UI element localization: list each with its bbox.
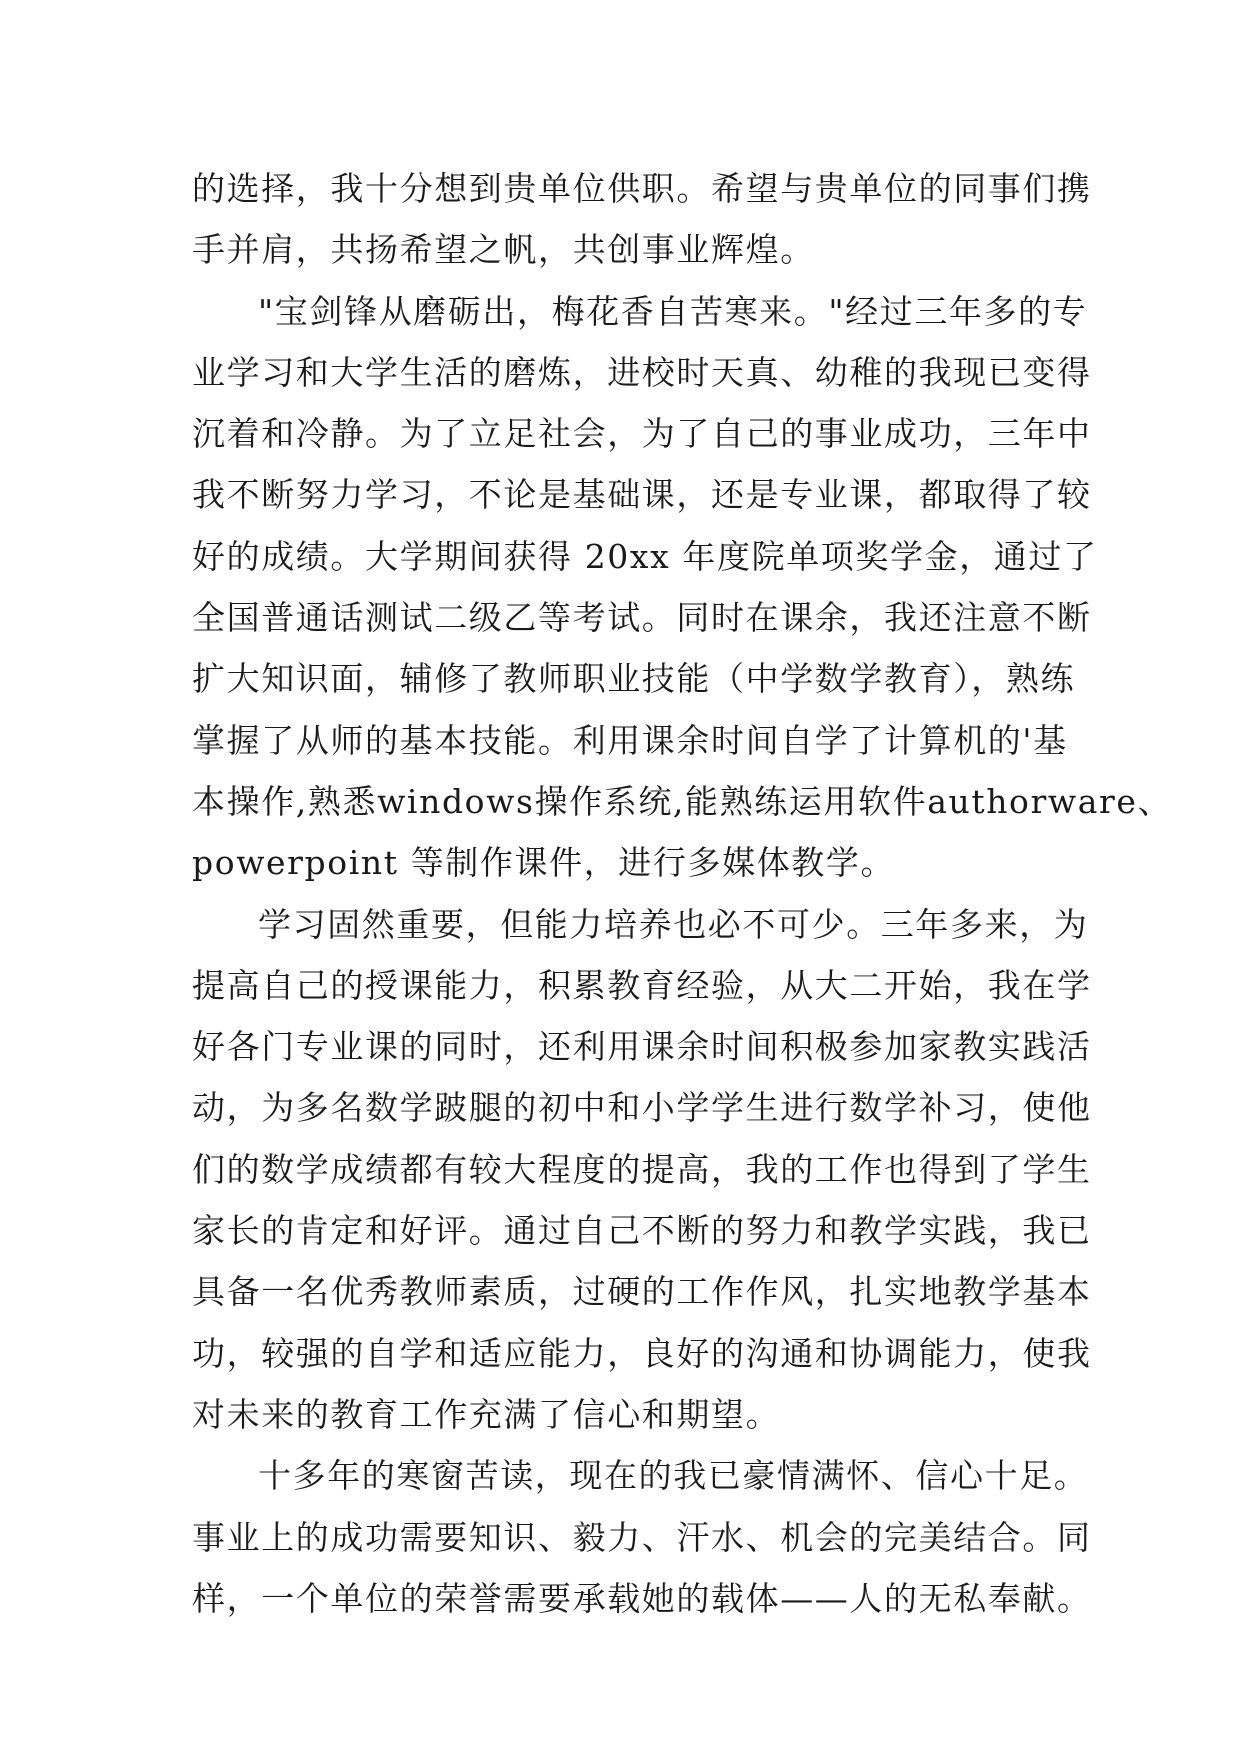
text-line: 掌握了从师的基本技能。利用课余时间自学了计算机的'基 bbox=[192, 720, 1068, 760]
text-line: 好各门专业课的同时，还利用课余时间积极参加家教实践活 bbox=[192, 1027, 1092, 1067]
text-line: 扩大知识面，辅修了教师职业技能（中学数学教育），熟练 bbox=[192, 659, 1076, 699]
text-line: 十多年的寒窗苦读，现在的我已豪情满怀、信心十足。 bbox=[258, 1456, 1089, 1496]
text-line: 动，为多名数学跛腿的初中和小学学生进行数学补习，使他 bbox=[192, 1088, 1092, 1128]
text-line: 事业上的成功需要知识、毅力、汗水、机会的完美结合。同 bbox=[192, 1517, 1092, 1557]
text-line: 功，较强的自学和适应能力，良好的沟通和协调能力，使我 bbox=[192, 1333, 1092, 1373]
text-line: 的选择，我十分想到贵单位供职。希望与贵单位的同事们携 bbox=[192, 169, 1092, 208]
text-line: powerpoint 等制作课件，进行多媒体教学。 bbox=[192, 843, 896, 883]
text-line: 我不断努力学习，不论是基础课，还是专业课，都取得了较 bbox=[192, 475, 1092, 515]
text-line: 家长的肯定和好评。通过自己不断的努力和教学实践，我已 bbox=[192, 1211, 1092, 1251]
text-line: 全国普通话测试二级乙等考试。同时在课余，我还注意不断 bbox=[192, 598, 1092, 638]
text-line: 对未来的教育工作充满了信心和期望。 bbox=[192, 1394, 781, 1434]
text-line: 提高自己的授课能力，积累教育经验，从大二开始，我在学 bbox=[192, 965, 1092, 1005]
text-line: 沉着和冷静。为了立足社会，为了自己的事业成功，三年中 bbox=[192, 414, 1092, 454]
text-line: 本操作,熟悉windows操作系统,能熟练运用软件authorware、 bbox=[192, 781, 1173, 821]
text-line: 好的成绩。大学期间获得 20xx 年度院单项奖学金，通过了 bbox=[192, 536, 1098, 576]
text-line: 具备一名优秀教师素质，过硬的工作作风，扎实地教学基本 bbox=[192, 1272, 1092, 1312]
text-line: 学习固然重要，但能力培养也必不可少。三年多来，为 bbox=[258, 904, 1089, 944]
text-line: 业学习和大学生活的磨炼，进校时天真、幼稚的我现已变得 bbox=[192, 352, 1092, 392]
text-line: 样，一个单位的荣誉需要承载她的载体——人的无私奉献。 bbox=[192, 1578, 1092, 1618]
text-line: 手并肩，共扬希望之帆，共创事业辉煌。 bbox=[192, 230, 815, 270]
document-body bbox=[192, 158, 1173, 1629]
text-line: 们的数学成绩都有较大程度的提高，我的工作也得到了学生 bbox=[192, 1149, 1092, 1189]
text-line: "宝剑锋从磨砺出，梅花香自苦寒来。"经过三年多的专 bbox=[258, 291, 1088, 331]
